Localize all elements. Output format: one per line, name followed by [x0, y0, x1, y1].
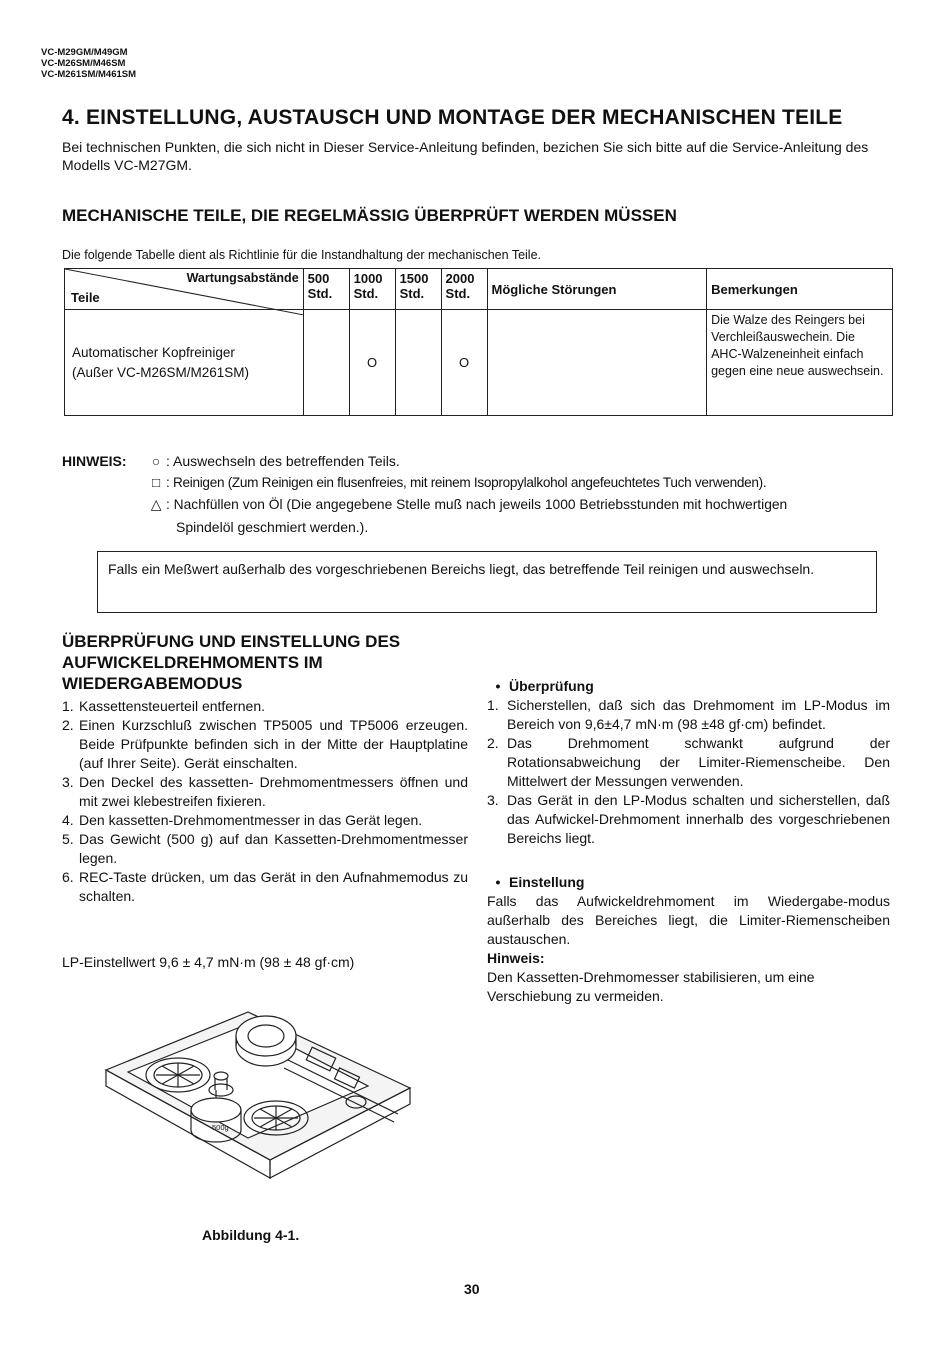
- part-exception: (Außer VC-M26SM/M261SM): [72, 364, 250, 380]
- torque-title: ÜBERPRÜFUNG UND EINSTELLUNG DES AUFWICKELDREHMOMENTS IM WIEDERGABEMODUS: [62, 632, 401, 693]
- legend: [62, 450, 902, 540]
- header-intervals-label: Wartungsabstände: [186, 271, 299, 285]
- model-line: VC-M261SM/M461SM: [41, 69, 137, 80]
- lp-setting-value: LP-Einstellwert 9,6 ± 4,7 mN·m (98 ± 48 gf·cm): [62, 954, 355, 970]
- interval-header: 500 Std.: [303, 269, 349, 310]
- figure-caption: Abbildung 4-1.: [202, 1227, 300, 1243]
- list-item: 3. Den Deckel des kassetten- Drehmomentmessers öffnen und mit zwei klebestreifen fixieren.: [62, 774, 468, 809]
- check-list: [487, 696, 890, 848]
- table-header-row: [65, 269, 893, 310]
- list-item: 3. Das Gerät in den LP-Modus schalten und sicherstellen, daß das Aufwickel-Drehmoment innerhalb des vorgeschriebenen Bereichs liegt.: [487, 792, 890, 846]
- interval-mark: [303, 310, 349, 416]
- model-line: VC-M29GM/M49GM: [41, 47, 128, 58]
- remarks-cell: Die Walze des Reingers bei Verchleißauswechein. Die AHC-Walzeneinheit einfach gegen eine neue auswechsein.: [707, 310, 893, 416]
- list-item: 2. Das Drehmoment schwankt aufgrund der Rotationsabweichung der Limiter-Riemenscheibe. Den Mittelwert der Messungen verwenden.: [487, 735, 890, 789]
- bullet-icon: •: [495, 874, 501, 890]
- check-title: • Überprüfung: [487, 677, 890, 696]
- square-icon: □: [152, 475, 160, 490]
- hint-text: Den Kassetten-Drehmomesser stabilisieren, um eine Verschiebung zu vermeiden.: [487, 969, 815, 1004]
- list-item: 4. Den kassetten-Drehmomentmesser in das Gerät legen.: [62, 812, 423, 828]
- model-line: VC-M26SM/M46SM: [41, 58, 126, 69]
- table-row: [65, 310, 893, 416]
- section-title: 4. EINSTELLUNG, AUSTAUSCH UND MONTAGE DER MECHANISCHEN TEILE: [62, 106, 843, 129]
- hint-label: Hinweis:: [487, 950, 545, 966]
- list-item: 5. Das Gewicht (500 g) auf dan Kassetten-Drehmomentmesser legen.: [62, 831, 468, 866]
- legend-item: △ : Nachfüllen von Öl (Die angegebene Stelle muß nach jeweils 1000 Betriebsstunden mit hochwertigen: [146, 494, 787, 516]
- adjust-section: [487, 873, 890, 1006]
- header-parts-label: Teile: [71, 290, 100, 305]
- section-intro: Bei technischen Punkten, die sich nicht in Dieser Service-Anleitung befinden, bezichen Sie sich bitte auf die Service-Anleitung des Modells VC-M27GM.: [62, 139, 869, 173]
- triangle-icon: △: [150, 497, 162, 512]
- list-item: 6. REC-Taste drücken, um das Gerät in den Aufnahmemodus zu schalten.: [62, 869, 468, 904]
- adjust-text: Falls das Aufwickeldrehmoment im Wiedergabe-modus außerhalb des Bereiches liegt, die Limiter-Riemenscheiben austauschen.: [487, 893, 890, 947]
- legend-label: HINWEIS:: [62, 453, 127, 469]
- legend-item-continuation: Spindelöl geschmiert werden.).: [176, 519, 369, 535]
- faults-cell: [487, 310, 707, 416]
- maintenance-note: Die folgende Tabelle dient als Richtlinie für die Instandhaltung der mechanischen Teile.: [62, 248, 542, 262]
- part-name: Automatischer Kopfreiniger: [72, 344, 235, 360]
- remarks-header: Bemerkungen: [707, 269, 893, 310]
- legend-item: □ : Reinigen (Zum Reinigen ein flusenfreies, mit reinem Isopropylalkohol angefeuchtetes Tuch verwenden).: [146, 472, 766, 494]
- notice-box: [97, 551, 877, 613]
- model-list: [41, 47, 136, 80]
- page-number: 30: [464, 1281, 480, 1297]
- list-item: 2. Einen Kurzschluß zwischen TP5005 und TP5006 erzeugen. Beide Prüfpunkte befinden sich in der Mitte der Hauptplatine (auf Ihrer Seite). Gerät einschalten.: [62, 717, 468, 771]
- interval-header: 2000 Std.: [441, 269, 487, 310]
- check-section: [487, 677, 890, 848]
- maintenance-table: [64, 268, 893, 416]
- part-cell: [65, 310, 304, 416]
- weight-label: 500g: [212, 1123, 229, 1132]
- list-item: 1. Kassettensteuerteil entfernen.: [62, 698, 266, 714]
- bullet-icon: •: [495, 678, 501, 694]
- interval-header: 1500 Std.: [395, 269, 441, 310]
- interval-mark: [395, 310, 441, 416]
- interval-header: 1000 Std.: [349, 269, 395, 310]
- faults-header: Mögliche Störungen: [487, 269, 707, 310]
- legend-item: ○ : Auswechseln des betreffenden Teils.: [146, 450, 400, 472]
- maintenance-title: MECHANISCHE TEILE, DIE REGELMÄSSIG ÜBERPRÜFT WERDEN MÜSSEN: [62, 206, 677, 225]
- notice-text: Falls ein Meßwert außerhalb des vorgeschriebenen Bereichs liegt, das betreffende Teil reinigen und auswechseln.: [108, 561, 815, 577]
- procedure-steps: [62, 697, 468, 906]
- list-item: 1. Sicherstellen, daß sich das Drehmoment im LP-Modus im Bereich von 9,6±4,7 mN·m (98 ±48 gf·cm) befindet.: [487, 697, 890, 732]
- header-diagonal-cell: [65, 269, 304, 310]
- interval-mark: O: [349, 310, 395, 416]
- interval-mark: O: [441, 310, 487, 416]
- adjust-title: • Einstellung: [487, 873, 890, 892]
- vcr-mechanism-illustration: [98, 990, 428, 1222]
- circle-icon: ○: [151, 453, 161, 469]
